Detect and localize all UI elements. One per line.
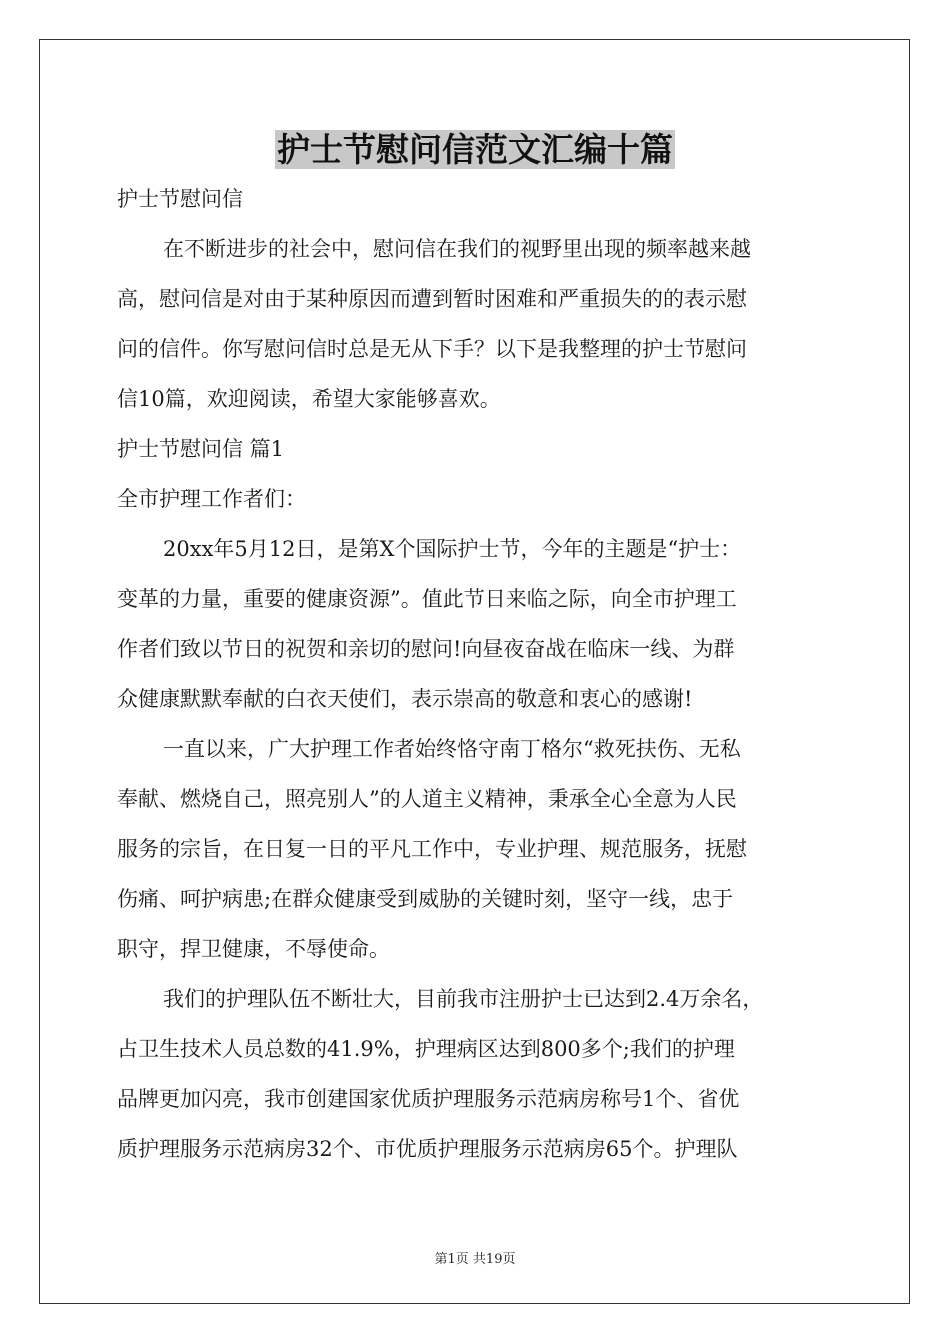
section-heading: 护士节慰问信 篇1 [117,437,285,461]
page-footer: 第1页 共19页 [434,1252,516,1267]
paragraph-line: 伤痛、呵护病患;在群众健康受到威胁的关键时刻，坚守一线，忠于 [117,887,734,911]
paragraph-line: 作者们致以节日的祝贺和亲切的慰问!向昼夜奋战在临床一线、为群 [117,637,735,661]
paragraph-line: 服务的宗旨，在日复一日的平凡工作中，专业护理、规范服务，抚慰 [117,837,747,861]
paragraph-line: 信10篇，欢迎阅读，希望大家能够喜欢。 [117,387,501,411]
salutation: 全市护理工作者们： [117,487,306,511]
page-border [39,39,910,1304]
paragraph-line: 问的信件。你写慰问信时总是无从下手？以下是我整理的护士节慰问 [117,337,747,361]
paragraph-line: 质护理服务示范病房32个、市优质护理服务示范病房65个。护理队 [117,1137,738,1161]
document-title-text: 护士节慰问信范文汇编十篇 [277,130,673,169]
paragraph-line: 在不断进步的社会中，慰问信在我们的视野里出现的频率越来越 [163,237,751,261]
paragraph-line: 众健康默默奉献的白衣天使们，表示崇高的敬意和衷心的感谢! [117,687,693,711]
paragraph-line: 占卫生技术人员总数的41.9%，护理病区达到800多个;我们的护理 [117,1037,735,1061]
document-title [0,126,950,174]
paragraph-line: 20xx年5月12日，是第X个国际护士节，今年的主题是“护士： [163,537,742,561]
paragraph-line: 变革的力量，重要的健康资源”。值此节日来临之际，向全市护理工 [117,587,737,611]
paragraph-line: 奉献、燃烧自己，照亮别人”的人道主义精神，秉承全心全意为人民 [117,787,737,811]
paragraph-line: 高，慰问信是对由于某种原因而遭到暂时困难和严重损失的的表示慰 [117,287,747,311]
paragraph-line: 品牌更加闪亮，我市创建国家优质护理服务示范病房称号1个、省优 [117,1087,740,1111]
paragraph-line: 职守，捍卫健康，不辱使命。 [117,937,390,961]
paragraph-line: 一直以来，广大护理工作者始终恪守南丁格尔“救死扶伤、无私 [163,737,741,761]
paragraph-line: 我们的护理队伍不断壮大，目前我市注册护士已达到2.4万余名， [163,987,764,1011]
section-heading: 护士节慰问信 [117,187,243,211]
